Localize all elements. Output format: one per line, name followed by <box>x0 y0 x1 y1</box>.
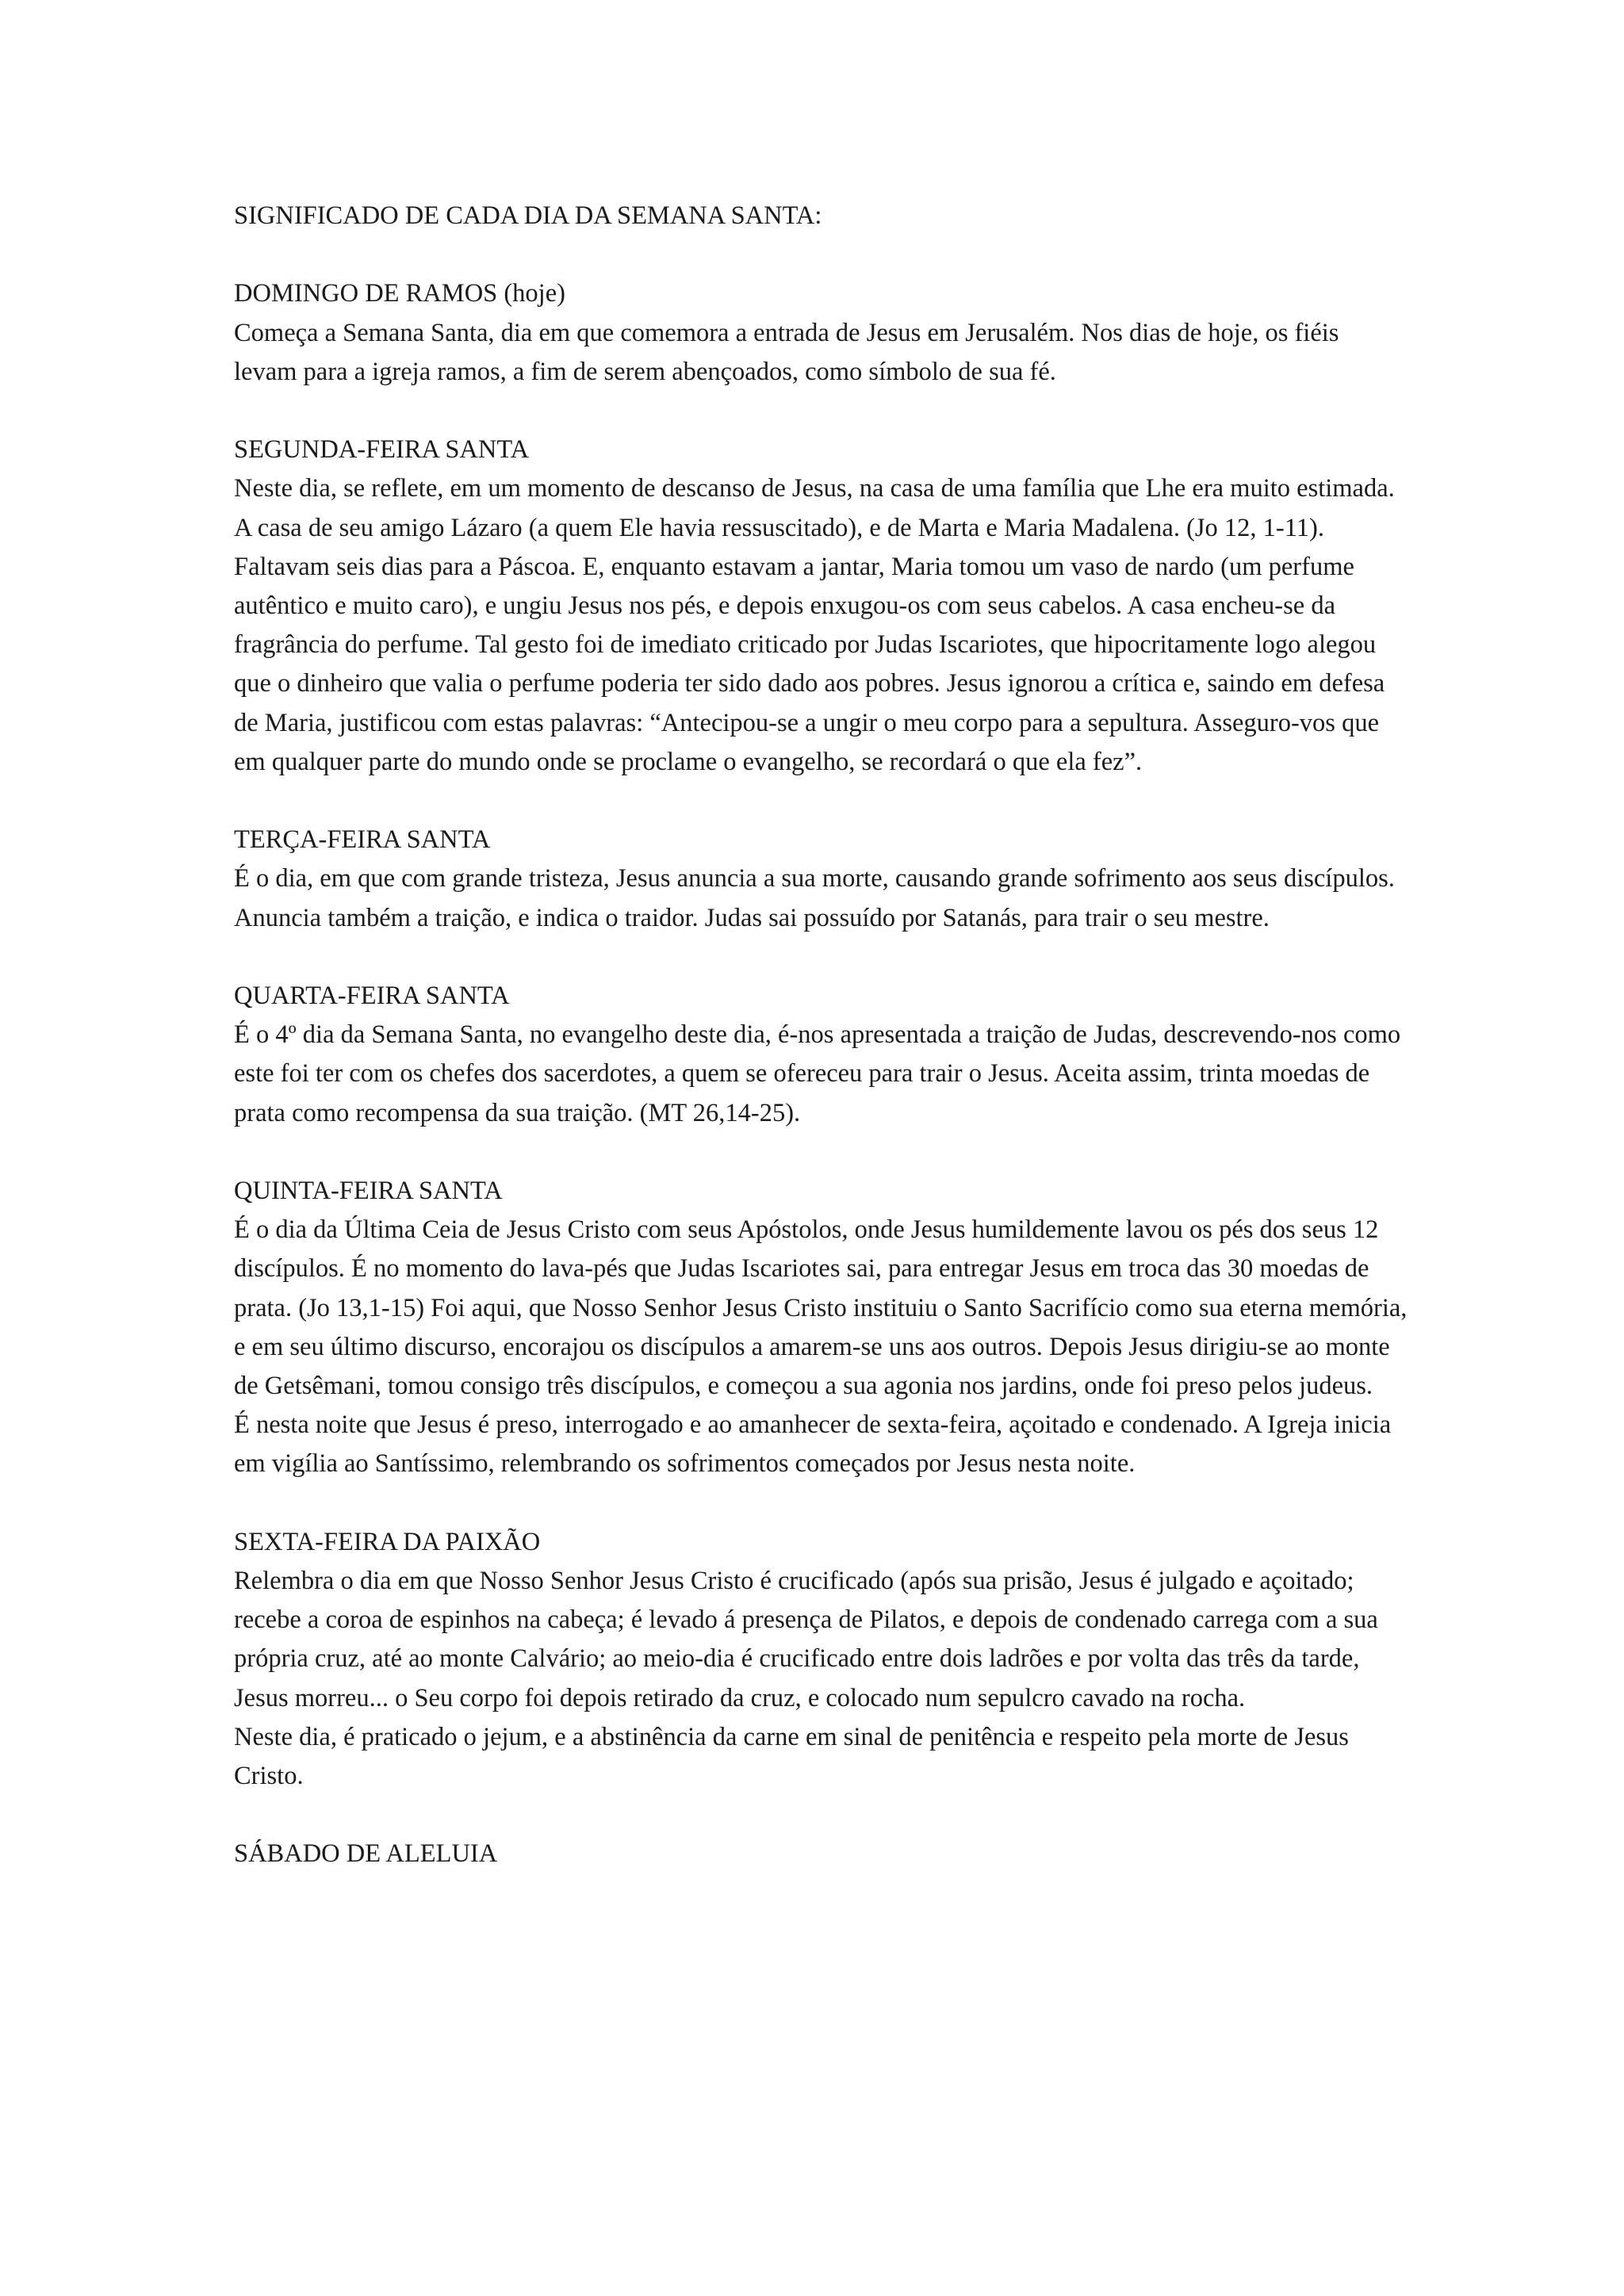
section-quarta-feira-santa <box>234 977 1408 1133</box>
document-title: SIGNIFICADO DE CADA DIA DA SEMANA SANTA: <box>234 201 822 230</box>
paragraph: Neste dia, é praticado o jejum, e a abstinência da carne em sinal de penitência e respeito pela morte de Jesus Cristo. <box>234 1722 1349 1791</box>
paragraph: É o dia da Última Ceia de Jesus Cristo com seus Apóstolos, onde Jesus humildemente lavou os pés dos seus 12 discípulos. É no momento do lava-pés que Judas Iscariotes sai, para entregar Jesus em troca das 30 moedas de prata. (Jo 13,1-15) Foi aqui, que Nosso Senhor Jesus Cristo instituiu o Santo Sacrifício como sua eterna memória, e em seu último discurso, encorajou os discípulos a amarem-se uns aos outros. Depois Jesus dirigiu-se ao monte de Getsêmani, tomou consigo três discípulos, e começou a sua agonia nos jardins, onde foi preso pelos judeus. <box>234 1215 1408 1401</box>
paragraph: É nesta noite que Jesus é preso, interrogado e ao amanhecer de sexta-feira, açoitado e condenado. A Igreja inicia em vigília ao Santíssimo, relembrando os sofrimentos começados por Jesus nesta noite. <box>234 1410 1392 1479</box>
section-heading: SEGUNDA-FEIRA SANTA <box>234 435 530 465</box>
paragraph: É o 4º dia da Semana Santa, no evangelho deste dia, é-nos apresentada a traição de Judas, descrevendo-nos como este foi ter com os chefes dos sacerdotes, a quem se ofereceu para trair o Jesus. Aceita assim, trinta moedas de prata como recompensa da sua traição. (MT 26,14-25). <box>234 1020 1401 1127</box>
section-heading: TERÇA-FEIRA SANTA <box>234 825 491 855</box>
section-quinta-feira-santa <box>234 1172 1408 1484</box>
document-body <box>234 197 1408 1913</box>
paragraph: É o dia, em que com grande tristeza, Jesus anuncia a sua morte, causando grande sofrimento aos seus discípulos. Anuncia também a traição, e indica o traidor. Judas sai possuído por Satanás, para trair o seu mestre. <box>234 864 1395 932</box>
paragraph: Relembra o dia em que Nosso Senhor Jesus Cristo é crucificado (após sua prisão, Jesus é julgado e açoitado; recebe a coroa de espinhos na cabeça; é levado á presença de Pilatos, e depois de condenado carrega com a sua própria cruz, até ao monte Calvário; ao meio-dia é crucificado entre dois ladrões e por volta das três da tarde, Jesus morreu... o Seu corpo foi depois retirado da cruz, e colocado num sepulcro cavado na rocha. <box>234 1567 1378 1712</box>
section-domingo-de-ramos <box>234 274 1408 392</box>
section-heading: QUARTA-FEIRA SANTA <box>234 982 510 1010</box>
paragraph: Neste dia, se reflete, em um momento de descanso de Jesus, na casa de uma família que Lhe era muito estimada. A casa de seu amigo Lázaro (a quem Ele havia ressuscitado), e de Marta e Maria Madalena. (Jo 12, 1-11). <box>234 474 1395 542</box>
paragraph: Faltavam seis dias para a Páscoa. E, enquanto estavam a jantar, Maria tomou um vaso de nardo (um perfume autêntico e muito caro), e ungiu Jesus nos pés, e depois enxugou-os com seus cabelos. A casa encheu-se da fragrância do perfume. Tal gesto foi de imediato criticado por Judas Iscariotes, que hipocritamente logo alegou que o dinheiro que valia o perfume poderia ter sido dado aos pobres. Jesus ignorou a crítica e, saindo em defesa de Maria, justificou com estas palavras: “Antecipou-se a ungir o meu corpo para a sepultura. Asseguro-vos que em qualquer parte do mundo onde se proclame o evangelho, se recordará o que ela fez”. <box>234 552 1385 776</box>
section-terca-feira-santa <box>234 821 1408 938</box>
section-heading: SEXTA-FEIRA DA PAIXÃO <box>234 1527 541 1556</box>
section-heading: SÁBADO DE ALELUIA <box>234 1839 498 1869</box>
section-heading: QUINTA-FEIRA SANTA <box>234 1177 503 1205</box>
section-sexta-feira-da-paixao <box>234 1523 1408 1796</box>
section-sabado-de-aleluia <box>234 1835 1408 1873</box>
section-segunda-feira-santa <box>234 430 1408 782</box>
section-heading: DOMINGO DE RAMOS (hoje) <box>234 279 565 308</box>
paragraph: Começa a Semana Santa, dia em que comemora a entrada de Jesus em Jerusalém. Nos dias de hoje, os fiéis levam para a igreja ramos, a fim de serem abençoados, como símbolo de sua fé. <box>234 318 1339 386</box>
